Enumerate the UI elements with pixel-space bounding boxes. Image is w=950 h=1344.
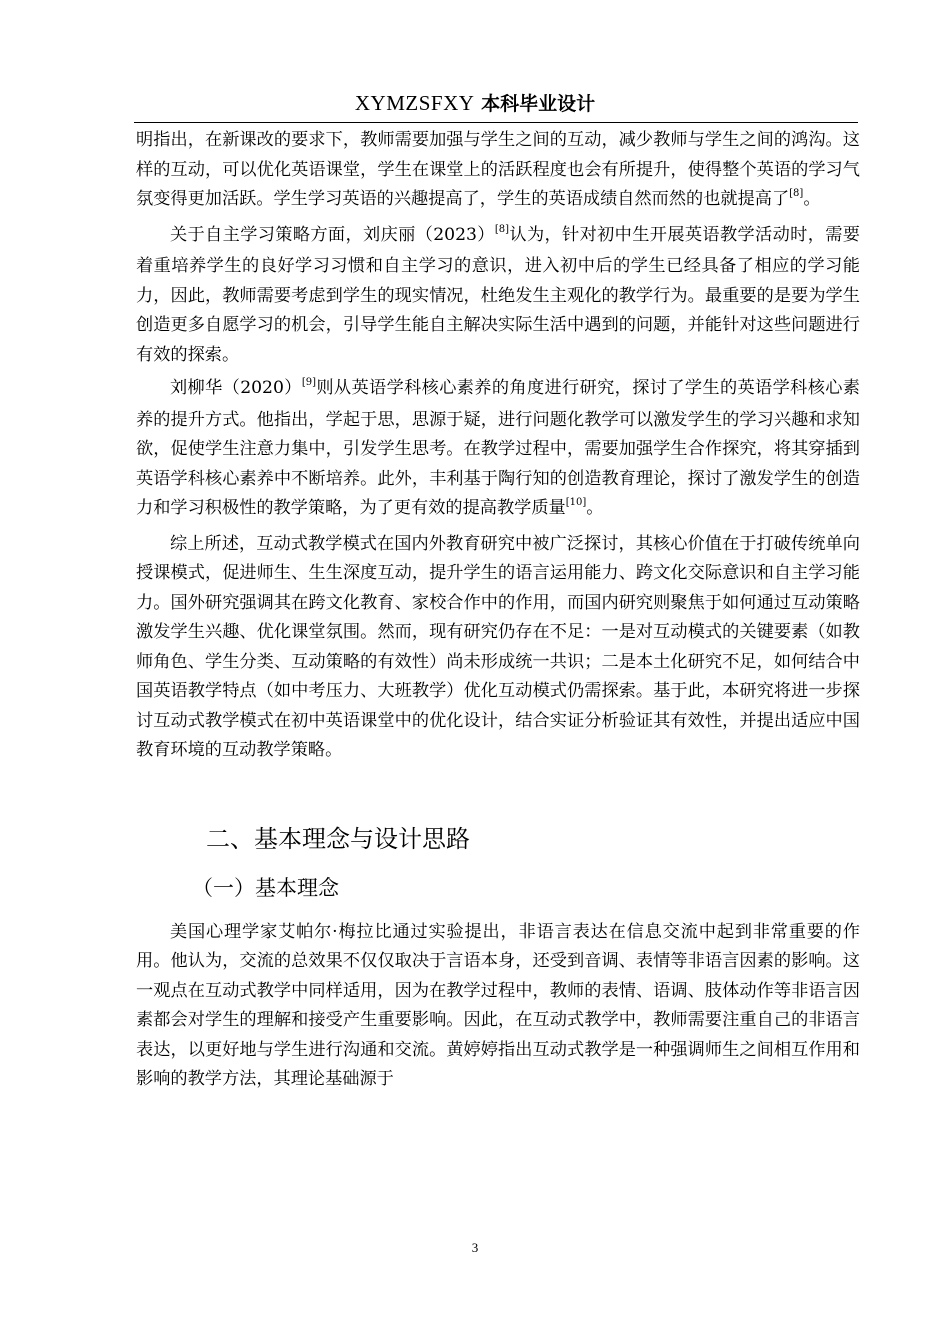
citation-8-b: [8] xyxy=(494,223,510,235)
subsection-heading: （一）基本理念 xyxy=(192,875,339,900)
paragraph-3: 刘柳华（2020）[9]则从英语学科核心素养的角度进行研究，探讨了学生的英语学科核心素养的提升方式。他指出，学起于思，思源于疑，进行问题化教学可以激发学生的学习兴趣和求知欲，促使学生注意力集中，引发学生思考。在教学过程中，需要加强学生合作探究，将其穿插到英语学科核心素养中不断培养。此外，丰利基于陶行知的创造教育理论，探讨了激发学生的创造力和学习积极性的教学策略，为了更有效的提高教学质量[10]。 xyxy=(136,377,860,518)
paragraph-2: 关于自主学习策略方面，刘庆丽（2023）[8]认为，针对初中生开展英语教学活动时，需要着重培养学生的良好学习习惯和自主学习的意识，进入初中后的学生已经具备了相应的学习能力，因此，教师需要考虑到学生的现实情况，杜绝发生主观化的教学行为。最重要的是要为学生创造更多自愿学习的机会，引导学生能自主解决实际生活中遇到的问题，并能针对这些问题进行有效的探索。 xyxy=(136,223,860,365)
paragraph-4: 综上所述，互动式教学模式在国内外教育研究中被广泛探讨，其核心价值在于打破传统单向授课模式，促进师生、生生深度互动，提升学生的语言运用能力、跨文化交际意识和自主学习能力。国外研究强调其在跨文化教育、家校合作中的作用，而国内研究则聚焦于如何通过互动策略激发学生兴趣、优化课堂氛围。然而，现有研究仍存在不足：一是对互动模式的关键要素（如教师角色、学生分类、互动策略的有效性）尚未形成统一共识；二是本土化研究不足，如何结合中国英语教学特点（如中考压力、大班教学）优化互动模式仍需探索。基于此，本研究将进一步探讨互动式教学模式在初中英语课堂中的优化设计，结合实证分析验证其有效性，并提出适应中国教育环境的互动教学策略。 xyxy=(136,533,860,760)
header-title: 本科毕业设计 xyxy=(481,93,596,115)
paragraph-5: 美国心理学家艾帕尔·梅拉比通过实验提出，非语言表达在信息交流中起到非常重要的作用。他认为，交流的总效果不仅仅取决于言语本身，还受到音调、表情等非语言因素的影响。这一观点在互动式教学中同样适用，因为在教学过程中，教师的表情、语调、肢体动作等非语言因素都会对学生的理解和接受产生重要影响。因此，在互动式教学中，教师需要注重自己的非语言表达，以更好地与学生进行沟通和交流。黄婷婷指出互动式教学是一种强调师生之间相互作用和影响的教学方法，其理论基础源于 xyxy=(136,921,860,1089)
header-rule xyxy=(134,122,858,123)
citation-8: [8] xyxy=(789,188,804,199)
page-number: 3 xyxy=(471,1240,479,1255)
section-heading: 二、基本理念与设计思路 xyxy=(206,824,470,853)
page-body xyxy=(136,126,860,1095)
citation-9: [9] xyxy=(301,377,317,388)
citation-10: [10] xyxy=(565,497,587,508)
paragraph-1: 明指出，在新课改的要求下，教师需要加强与学生之间的互动，减少教师与学生之间的鸿沟。这样的互动，可以优化英语课堂，学生在课堂上的活跃程度也会有所提升，使得整个英语的学习气氛变得更加活跃。学生学习英语的兴趣提高了，学生的英语成绩自然而然的也就提高了[8]。 xyxy=(136,130,860,209)
page-header xyxy=(0,90,950,117)
header-code: XYMZSFXY xyxy=(354,91,475,115)
